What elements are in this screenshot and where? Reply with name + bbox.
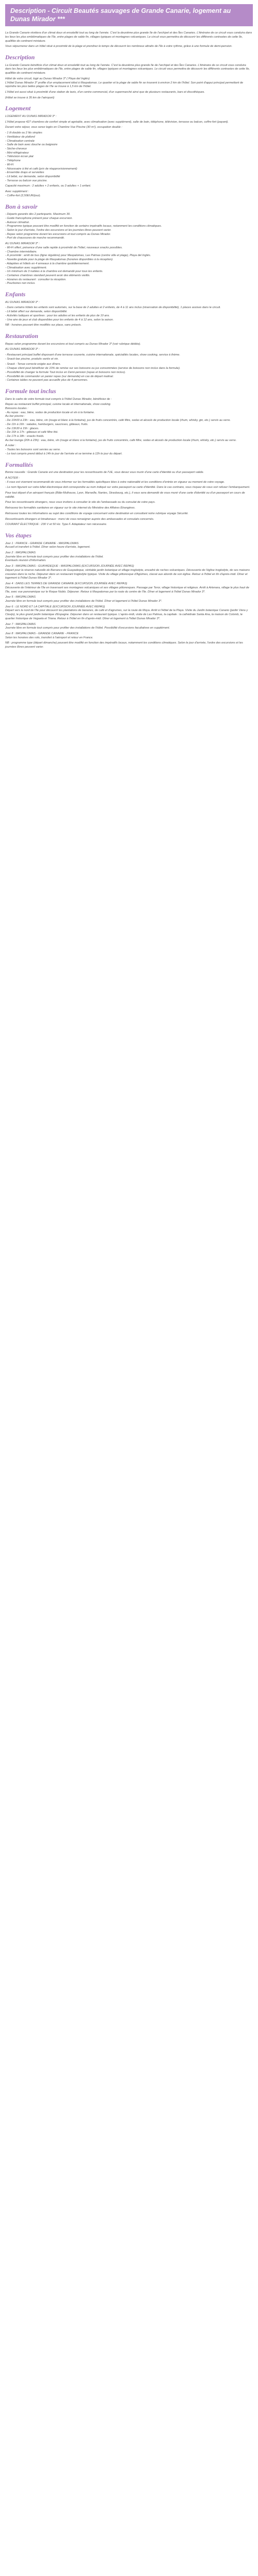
section-paragraph: NB : horaires pouvant être modifiés sur place, sans préavis.	[5, 324, 82, 327]
section-paragraph: Pour les ressortissants étrangers, nous vous invitons à consulter le site de l'ambassade ou du consulat de votre pays.	[5, 501, 156, 504]
section-paragraph: Hôtel de votre circuit, logé au Dunas Mirador 3* ( Playa del Inglés) L'Hôtel Dunas Mirador 3* profite d'un emplacement idéal à Maspalomas. Le quartier et la plage de sable fin se trouvent à environ 2 km de l'hôtel. Son point d'appui principal permettant de rejoindre les plus belles plages de l'île se trouve à 1,5 km de l'hôtel.	[5, 77, 244, 89]
section-paragraph: NB : programme type (départ dimanche) pouvant être modifié en fonction des impératifs locaux, notamment les conditions climatiques. Selon le jour d'arrivée, l'ordre des excursions et les journées libres peuvent varier.	[5, 641, 243, 649]
section-paragraph: L'Hôtel est aussi situé à proximité d'une station de taxis, d'un centre commercial, d'un supermarché ainsi que de plusieurs restaurants, bars et discothèques.	[5, 90, 205, 94]
section-enfants	[5, 290, 253, 328]
section-paragraph: COURANT ÉLECTRIQUE : 230 V et 50 Hz. Type F. Adaptateur non nécessaire.	[5, 523, 107, 527]
section-paragraph: Avec supplément : - Coffre-fort (2,50EUR/jour).	[5, 190, 41, 197]
content-sections	[5, 53, 253, 650]
section-heading: Bon à savoir	[5, 202, 38, 210]
section-logement	[5, 104, 253, 198]
section-paragraph: - Restaurant principal buffet disposant d'une terrasse couverte, cuisine internationale, spécialités locales, show cooking, service à thème. - Snack-bar piscine, produits variés et vin.	[5, 353, 181, 361]
intro-paragraph: Vous séjournerez dans un hôtel situé à proximité de la plage et prendrez le temps de découvrir les nombreux attraits de l'île à votre rythme, grâce à une formule de demi-pension.	[5, 45, 233, 48]
section-paragraph: Ressortissants étrangers et binationaux : merci de vous renseigner auprès des ambassades et consulats concernés.	[5, 517, 154, 521]
section-paragraph: À NOTER : - Il vous est vivement recommandé de vous informer sur les formalités spécifiques liées à votre nationalité et les conditions d'entrée en vigueur au moment de votre voyage.	[5, 476, 225, 484]
section-paragraph: Jour 6 : LE NORD ET LA CAPITALE (EXCURSION JOURNÉE AVEC REPAS) Départ vers le nord de l'île pour découvrir les plantations de bananes, de café et d'agrumes, sur la route de Moya. Arrêt à l'Hôtel de la Playa. Visite du Jardin botanique Canario (jardin Viera y Clavijo), le plus grand jardin botanique d'Espagne. Déjeuner dans un restaurant typique. L'après-midi, visite de Las Palmas, la capitale : la cathédrale Santa Ana, la maison de Colomb, le quartier historique de Vegueta et Triana. Retour à l'hôtel en fin d'après-midi. Dîner et logement à l'hôtel Dunas Mirador 3*.	[5, 605, 248, 620]
section-paragraph: Retrouvez les formalités sanitaires en vigueur sur le site internet du Ministère des Affaires Étrangères.	[5, 506, 136, 510]
section-paragraph: Jour 4 : DANS LES TERRES DE GRANDE CANARIE (EXCURSION JOURNÉE AVEC REPAS) Découverte de l'intérieur de l'île en traversant ses montagnes volcaniques et ses villages pittoresques. Passage par Teror, village historique et religieux. Arrêt à Artenara, village le plus haut de l'île, avec vue panoramique sur le Roque Nublo. Déjeuner. Retour à Maspalomas par la route du centre de l'île. Dîner et logement à l'hôtel Dunas Mirador 3*.	[5, 582, 249, 594]
section-heading: Vos étapes	[5, 532, 31, 539]
section-heading: Logement	[5, 105, 31, 112]
section-bon-savoir	[5, 202, 253, 286]
section-heading: Formalités	[5, 461, 34, 468]
section-paragraph: Jour 8 : MASPALOMAS - GRANDE CANARIE - FRANCE Selon les horaires des vols, transfert à l'aéroport et retour en France.	[5, 632, 93, 639]
section-paragraph: AU DUNAS MIRADOR 3* : - Wi-Fi offert, présence d'une salle rapide à proximité de l'hôtel, nouveaux snacks possibles. - Chambre intermédiaire. - À proximité : arrêt de bus (ligne régulière) pour Maspalomas, Las Palmas (centre ville et plage), Playa del Inglés. - Navette gratuite pour la plage de Maspalomas (horaires disponibles à la réception). - Adaptées et hôtels en 4 anneaux à la chambre quotidiennement. - Climatisation avec supplément. - Un minimum de 3 nuitées à la chambre est demandé pour tous les enfants. - Certaines chambres standard peuvent avoir des éléments vieillis. - Horaires du restaurant : consulter la réception. - Pourboires non inclus.	[5, 242, 151, 285]
section-paragraph: Jour 5 : MASPALOMAS Journée libre en formule tout compris pour profiter des installations de l'hôtel. Dîner et logement à l'hôtel Dunas Mirador 3*.	[5, 596, 163, 603]
section-paragraph: AU DUNAS MIRADOR 3* :	[5, 300, 40, 304]
section-paragraph: À noter : - Toutes les boissons sont servies au verre. - Le tout compris prend début à 14h le jour de l'arrivée et se termine à 12h le jour du départ.	[5, 444, 123, 455]
title-banner	[5, 4, 253, 26]
section-paragraph: Jour 7 : MASPALOMAS Journée libre en formule tout compris pour profiter des installations de l'hôtel. Possibilité d'excursions facultatives en supplément.	[5, 622, 170, 630]
section-paragraph: Jour 1 : FRANCE - GRANDE CANARIE - MASPALOMAS Accueil et transfert à l'hôtel. Dîner selon heure d'arrivée, logement.	[5, 541, 91, 549]
section-paragraph: Jour 3 : MASPALOMAS - GUAYADEQUE - MASPALOMAS (EXCURSION JOURNÉE AVEC REPAS) Départ pour la réserve naturelle de Barranco de Guayadeque, véritable jardin botanique et village troglodyte, encadré de roches volcaniques. Découverte de l'église troglodyte, de ses maisons creusées dans la roche. Déjeuner dans un restaurant troglodyte typique. Visite du village pittoresque d'Agüimes, classé aux abords de son église. Retour à l'hôtel en fin d'après-midi. Dîner et logement à l'hôtel Dunas Mirador 3*.	[5, 565, 250, 580]
page	[0, 0, 258, 657]
section-paragraph: - Le nom figurant sur votre billet électronique doit correspondre au nom indiqué sur votre passeport ou carte d'identité. Dans le cas contraire, vous risquez de vous voir refuser l'embarquement.	[5, 486, 250, 489]
section-paragraph: Jour 2 : MASPALOMAS Journée libre en formule tout compris pour profiter des installations de l'hôtel. Éventuels réunion d'information.	[5, 551, 104, 563]
section-paragraph: - Départs garantis dès 2 participants. Maximum 30. - Guide francophone présent pour chaque excursion. - Autocar climatisé. - Programme typique pouvant être modifié en fonction de certains impératifs locaux, notamment les conditions climatiques. - Selon le jour d'arrivée, l'ordre des excursions et les journées libres peuvent varier. - Repas selon programme durant les excursions et tout compris au Dunas Mirador. - Port de chaussures de marche recommandé.	[5, 213, 162, 240]
section-paragraph: AU DUNAS MIRADOR 3* :	[5, 348, 40, 351]
intro-paragraph: La Grande Canarie révèlera d'un climat doux et ensoleillé tout au long de l'année. C'est la deuxième plus grande île de l'archipel et des Îles Canaries. L'itinéraire de ce circuit vous conduira dans les lieux les plus emblématiques de l'île, entre plages de sable fin, villages typiques et montagnes volcaniques. Le circuit vous permettra de découvrir les différents contrastes de cette île, qualifiée de continent miniature.	[5, 31, 252, 43]
section-paragraph: - Dans certains hôtels les enfants sont autorisés, sur la base de 2 adultes et 2 enfants, de 4 à 11 ans inclus (réservation de disponibilité), 1 places assises dans le circuit. - Lit bébé offert sur demande, selon disponibilité. - Activités ludiques et sportives : pour les adultes et les enfants de plus de 10 ans. - Une aire de jeux et club disponibles pour les enfants de 4 à 12 ans, selon la saison.	[5, 306, 221, 321]
section-paragraph: Dans le cadre de votre formule tout compris à l'hôtel Dunas Mirador, bénéficiez de :	[5, 397, 112, 401]
section-paragraph: La Grande Canarie bénéficie d'un climat doux et ensoleillé tout au long de l'année. C'est la deuxième plus grande île de l'archipel et des Îles Canaries. L'itinéraire de ce circuit vous conduira dans les lieux les plus emblématiques de l'île, entre plages de sable fin, villages typiques et montagnes volcaniques. Le circuit vous permettra de découvrir les différents contrastes de cette île, qualifiée de continent miniature.	[5, 63, 250, 75]
section-heading: Restauration	[5, 332, 39, 340]
section-paragraph: L'Hôtel propose 427 chambres de confort simple et agréable, avec climatisation (avec supplément), salle de bain, téléphone, télévision, terrasse ou balcon, coffre-fort (payant).	[5, 120, 229, 124]
section-paragraph: Repas au restaurant buffet principal, cuisine locale et internationale, show cooking. Boissons locales : - Au repas : eau, bière, sodas de production locale et vin à la fontaine. Au bar piscine : - De 10h00 à 23h : eau, bière, vin (rouge et blanc à la fontaine), jus de fruits concentrés, café filtre, sodas et alcools de production locale (rhum, whisky, gin, etc.) servis au verre. - De 11h à 16h : salades, hamburgers, saucisses, gâteaux, fruits. - De 13h30 à 15h : glaces. - De 16h à 17h : gâteaux et café filtre thé. - De 17h à 18h : snacks froids. Au bar lounge (20h à 23h) : eau, bière, vin (rouge et blanc à la fontaine), jus de fruits concentrés, café filtre, sodas et alcools de production locale (rhum, whisky, etc.) servis au verre.	[5, 403, 237, 442]
section-paragraph: Repas selon programme durant les excursions et tout compris au Dunas Mirador 3* (voir rubrique dédiée).	[5, 342, 141, 346]
section-heading: Enfants	[5, 291, 26, 298]
section-paragraph: LOGEMENT AU DUNAS MIRADOR 3* :	[5, 114, 57, 118]
section-paragraph: - 1 lit double ou 2 lits simples - Ventilateur de plafond - Climatisation centrale - Salle de bain avec douche ou baignoire - Sèche-cheveux - Mini-réfrigérateur - Télévision écran plat - Téléphone - Wi-Fi - Nécessaire à thé et café (prix de réapprovisionnement) - Ensemble draps et serviettes - Lit bébé, sur demande, selon disponibilité - Terrasse ou balcon vue piscine.	[5, 131, 77, 182]
section-paragraph: (Hôtel se trouve à 35 km de l'aéroport)	[5, 96, 55, 99]
section-formalit-s	[5, 461, 253, 527]
page-title: Description - Circuit Beautés sauvages de Grande Canarie, logement au Dunas Mirador ***	[10, 7, 231, 23]
intro	[5, 31, 253, 49]
section-heading: Description	[5, 54, 35, 61]
section-vos-tapes	[5, 531, 253, 650]
section-paragraph: Durant votre séjour, vous serez logés en Chambre Vue Piscine (30 m²), occupation double :	[5, 126, 122, 129]
section-restauration	[5, 332, 253, 383]
section-paragraph: Pour tout départ d'un aéroport français (Bâle-Mulhouse, Lyon, Marseille, Nantes, Strasbourg, etc.), il vous sera demandé de vous munir d'une carte d'identité ou d'un passeport en cours de validité.	[5, 492, 245, 499]
section-description	[5, 53, 253, 100]
section-paragraph: Retrouvez toutes les informations au sujet des conditions de voyage concernant votre destination en consultant notre rubrique voyage Sécurité.	[5, 512, 189, 515]
section-paragraph: Capacité maximum : 2 adultes + 2 enfants, ou 3 adultes + 1 enfant.	[5, 184, 91, 188]
section-formule-tout-inclus	[5, 387, 253, 456]
section-paragraph: - Snack : Tenue correcte exigée aux dîners. - Chaque client peut bénéficier de 10% de remise sur ses boissons ou jus consommées (service de boissons non inclus dans la formule). - Possibilité de changer la formule Tout inclus en Demi-pension (repas et boissons non inclus). - Possibilité de commander un panier repas (sur demande) en cas de départ matinal. - Certaines tables ne peuvent pas accueillir plus de 4 personnes.	[5, 363, 181, 382]
section-heading: Formule tout inclus	[5, 387, 56, 395]
section-paragraph: Bonne nouvelle : Grande Canarie est une destination pour les ressortissants de l'UE, vous devez vous munir d'une carte d'identité ou d'un passeport valide.	[5, 471, 204, 474]
